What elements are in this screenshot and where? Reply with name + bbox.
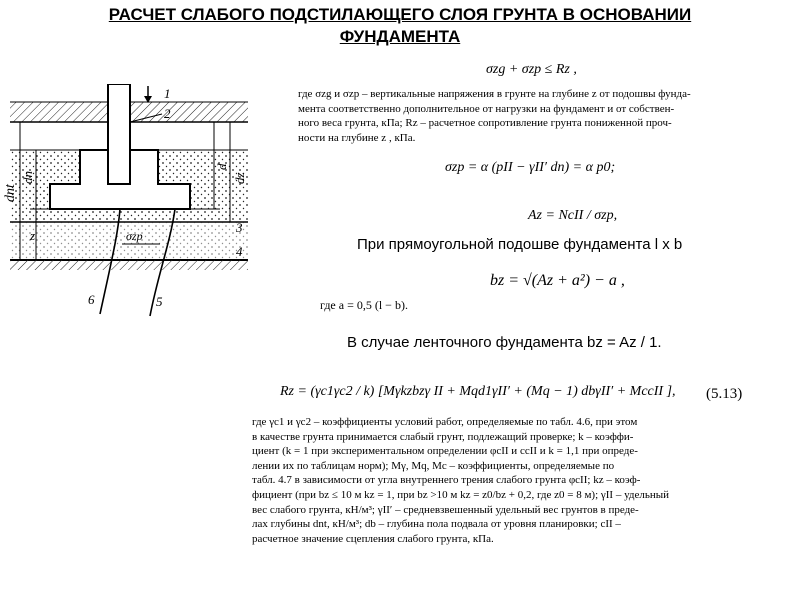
formula-rz: Rz = (γc1γc2 / k) [Mγkzbzγ II + Mqd1γII′ + (Mq − 1) dbγII′ + McсII ], (280, 384, 676, 399)
label-1: 1 (164, 86, 171, 101)
title-line-2: ФУНДАМЕНТА (339, 27, 461, 46)
formula-a: где a = 0,5 (l − b). (320, 298, 408, 312)
p2-line-9: расчетное значение сцепления слабого грунта, кПа. (252, 532, 494, 545)
label-5: 5 (156, 294, 163, 309)
label-3: 3 (236, 220, 243, 235)
formula-area: Az = NcII / σzp, (528, 208, 618, 223)
paragraph-coefficients (252, 415, 772, 546)
label-dn: dn (20, 171, 35, 184)
formula-stress-condition: σzg + σzp ≤ Rz , (486, 62, 577, 77)
p1-line-3: ного веса грунта, кПа; Rz – расчетное сопротивление грунта пониженной проч- (298, 117, 672, 130)
p1-line-1: где σzg и σzp – вертикальные напряжения в грунте на глубине z от подошвы фунда- (298, 88, 691, 100)
p2-line-3: циент (k = 1 при экспериментальном определении φcII и cсII и k = 1,1 при опреде- (252, 445, 638, 458)
ground-surface-hatch (10, 102, 110, 122)
page-title (20, 4, 780, 48)
formula-bz: bz = √(Az + a²) − a , (490, 272, 625, 289)
ground-surface-hatch-right (130, 102, 248, 122)
p2-line-8: лах глубины dnt, кН/м³; db – глубина пола подвала от уровня планировки; cII – (252, 518, 621, 531)
formula-rz-number: (5.13) (706, 386, 743, 402)
label-dz: dz (232, 172, 247, 184)
p2-line-2: в качестве грунта принимается слабый грунт, подлежащий проверке; k – коэффи- (252, 430, 634, 443)
foundation-diagram (0, 84, 270, 324)
p2-line-5: табл. 4.7 в зависимости от угла внутреннего трения слабого грунта φcII; kz – коэф- (252, 474, 641, 487)
title-line-1: РАСЧЕТ СЛАБОГО ПОДСТИЛАЮЩЕГО СЛОЯ ГРУНТА В ОСНОВАНИИ (108, 5, 692, 24)
p1-line-4: ности на глубине z , кПа. (298, 131, 416, 144)
heading-strip-footing: В случае ленточного фундамента bz = Az / 1. (347, 334, 662, 351)
label-z: z (30, 228, 36, 243)
label-4: 4 (236, 244, 243, 259)
label-szp: σzp (126, 229, 143, 243)
label-dnt: dnt (3, 184, 18, 202)
heading-rectangular-footing: При прямоугольной подошве фундамента l x b (357, 236, 683, 253)
foundation-column (108, 84, 130, 184)
p2-line-4: лении их по таблицам норм); Mγ, Mq, Mc – коэффициенты, определяемые по (252, 459, 615, 472)
label-2: 2 (164, 106, 171, 121)
p2-line-7: вес слабого грунта, кН/м³; γII′ – средневзвешенный удельный вес грунтов в преде- (252, 503, 639, 516)
label-d: d (214, 163, 229, 170)
formula-additional-stress: σzp = α (pII − γII′ dn) = α p0; (445, 160, 616, 175)
p2-line-1: где γc1 и γc2 – коэффициенты условий работ, определяемые по табл. 4.6, при этом (252, 416, 638, 428)
paragraph-stress-definition (298, 87, 768, 145)
layer-4-hatch (10, 260, 248, 270)
label-6: 6 (88, 292, 95, 307)
p1-line-2: мента соответственно дополнительное от нагрузки на фундамент и от собствен- (298, 102, 675, 115)
p2-line-6: фициент (при bz ≤ 10 м kz = 1, при bz >10 м kz = z0/bz + 0,2, где z0 = 8 м); γII – удельный (252, 488, 670, 501)
